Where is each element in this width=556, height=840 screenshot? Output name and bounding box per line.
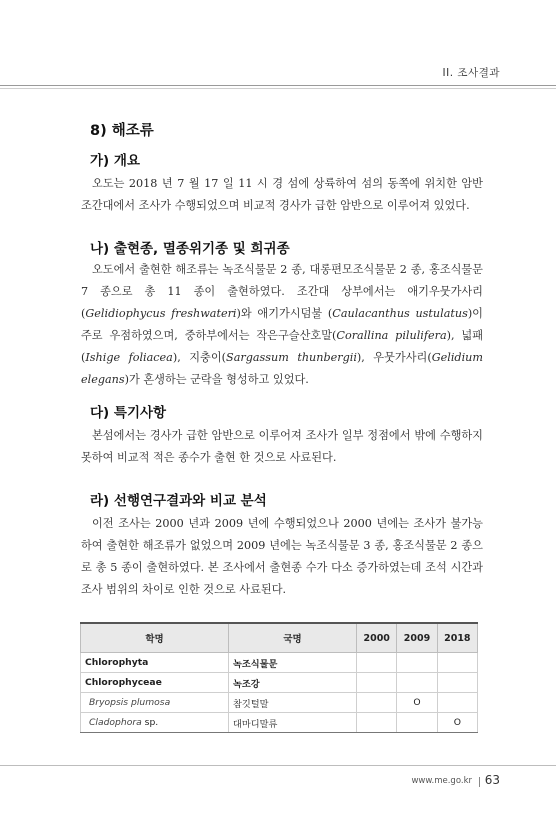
subsection-title-comparison: 라) 선행연구결과와 비교 분석 bbox=[90, 493, 267, 509]
table-row bbox=[81, 713, 478, 733]
header-rule-secondary bbox=[0, 88, 556, 89]
year-2000-cell bbox=[357, 693, 397, 713]
subsection-title-remarks: 다) 특기사항 bbox=[90, 405, 167, 421]
running-head: II. 조사결과 bbox=[442, 67, 500, 79]
korean-name-cell: 녹조식물문 bbox=[229, 653, 357, 673]
scientific-name-cell: Bryopsis plumosa bbox=[81, 693, 229, 713]
year-2018-cell bbox=[437, 673, 477, 693]
korean-name-cell: 대마디말류 bbox=[229, 713, 357, 733]
footer-rule bbox=[0, 765, 556, 766]
year-2018-cell: O bbox=[437, 713, 477, 733]
korean-name-cell: 녹조강 bbox=[229, 673, 357, 693]
header-year-2018: 2018 bbox=[437, 623, 477, 653]
year-2018-cell bbox=[437, 693, 477, 713]
footer-separator bbox=[479, 777, 480, 787]
header-scientific-name: 학명 bbox=[81, 623, 229, 653]
species-table bbox=[80, 622, 478, 733]
year-2018-cell bbox=[437, 653, 477, 673]
header-year-2000: 2000 bbox=[357, 623, 397, 653]
year-2009-cell bbox=[397, 653, 437, 673]
paragraph-overview: 오도는 2018 년 7 월 17 일 11 시 경 섬에 상륙하여 섬의 동쪽에 위치한 암반 조간대에서 조사가 수행되었으며 비교적 경사가 급한 암반으로 이루어져 있었다. bbox=[81, 177, 483, 212]
subsection-title-species: 나) 출현종, 멸종위기종 및 희귀종 bbox=[90, 241, 290, 257]
table-row bbox=[81, 653, 478, 673]
year-2009-cell bbox=[397, 673, 437, 693]
korean-name-cell: 참깃털말 bbox=[229, 693, 357, 713]
year-2000-cell bbox=[357, 673, 397, 693]
header-year-2009: 2009 bbox=[397, 623, 437, 653]
header-korean-name: 국명 bbox=[229, 623, 357, 653]
subsection-title-overview: 가) 개요 bbox=[90, 153, 140, 169]
year-2009-cell: O bbox=[397, 693, 437, 713]
scientific-name-cell: Cladophora sp. bbox=[81, 713, 229, 733]
scientific-name-cell: Chlorophyceae bbox=[81, 673, 229, 693]
paragraph-comparison: 이전 조사는 2000 년과 2009 년에 수행되었으나 2000 년에는 조사가 불가능 하여 출현한 해조류가 없었으며 2009 년에는 녹조식물문 3 종, 홍조식물문 2 종으로 총 5 종이 출현하였다. 본 조사에서 출현종 수가 다소 증가하였는데 조석 시간과 조사 범위의 차이로 인한 것으로 사료된다. bbox=[81, 517, 483, 596]
scientific-name-cell: Chlorophyta bbox=[81, 653, 229, 673]
page-number: 63 bbox=[484, 773, 500, 787]
table-header-row bbox=[81, 623, 478, 653]
year-2000-cell bbox=[357, 653, 397, 673]
year-2009-cell bbox=[397, 713, 437, 733]
header-rule bbox=[0, 85, 556, 86]
paragraph-remarks: 본섬에서는 경사가 급한 암반으로 이루어져 조사가 일부 정점에서 밖에 수행하지 못하여 비교적 적은 종수가 출현 한 것으로 사료된다. bbox=[81, 429, 483, 464]
footer-url: www.me.go.kr bbox=[411, 776, 472, 786]
table-row bbox=[81, 673, 478, 693]
paragraph-species: 오도에서 출현한 해조류는 녹조식물문 2 종, 대롱편모조식물문 2 종, 홍조식물문 7 종으로 총 11 종이 출현하였다. 조간대 상부에서는 애기우뭇가사리(Gelidiophycus freshwateri)와 애기가시덤불 (Caulacanthus ustulatus)이 주로 우점하였으며, 중하부에서는 작은구슬산호말(Corallina pilulifera), 넓패(Ishige foliacea), 지충이(Sargassum thunbergii), 우뭇가사리(Gelidium elegans)가 혼생하는 군락을 형성하고 있었다. bbox=[81, 263, 484, 386]
table-row bbox=[81, 693, 478, 713]
section-title: 8) 해조류 bbox=[90, 123, 154, 139]
year-2000-cell bbox=[357, 713, 397, 733]
